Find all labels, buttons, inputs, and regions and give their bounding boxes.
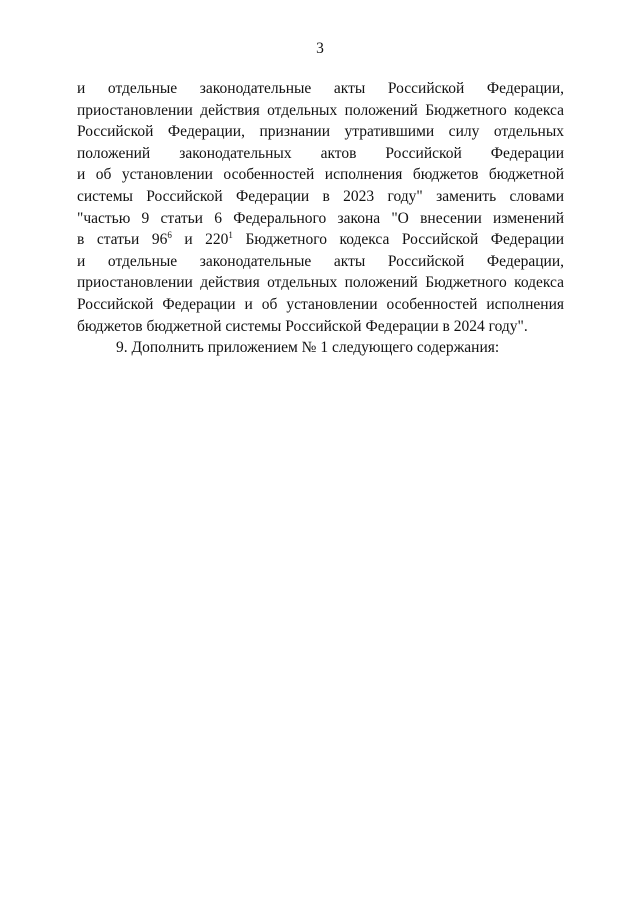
paragraph-9: 9. Дополнить приложением № 1 следующего содержания: — [116, 339, 500, 357]
text-line: и об установлении особенностей исполнения бюджетов бюджетной — [77, 166, 564, 184]
text-fragment: Бюджетного кодекса Российской Федерации — [232, 231, 565, 249]
text-line: приостановлении действия отдельных положений Бюджетного кодекса — [77, 274, 564, 292]
text-line: положений законодательных актов Российской Федерации — [77, 144, 564, 162]
text-line-with-superscripts — [77, 229, 564, 251]
superscript: 6 — [167, 230, 172, 241]
text-line: системы Российской Федерации в 2023 году" заменить словами — [77, 187, 564, 205]
text-line: Российской Федерации, признании утратившими силу отдельных — [77, 123, 564, 141]
text-fragment: в статьи 96 — [77, 231, 168, 249]
text-line: "частью 9 статьи 6 Федерального закона "О внесении изменений — [77, 209, 564, 227]
text-line: Российской Федерации и об установлении особенностей исполнения — [77, 295, 564, 313]
text-line: и отдельные законодательные акты Российской Федерации, — [77, 252, 564, 270]
text-line: бюджетов бюджетной системы Российской Федерации в 2024 году". — [77, 317, 528, 335]
document-body — [77, 78, 564, 359]
text-fragment: и 220 — [171, 231, 229, 249]
superscript: 1 — [228, 230, 233, 241]
text-line: и отдельные законодательные акты Российской Федерации, — [77, 80, 564, 97]
text-line: приостановлении действия отдельных положений Бюджетного кодекса — [77, 101, 564, 119]
page-number: 3 — [316, 40, 324, 57]
